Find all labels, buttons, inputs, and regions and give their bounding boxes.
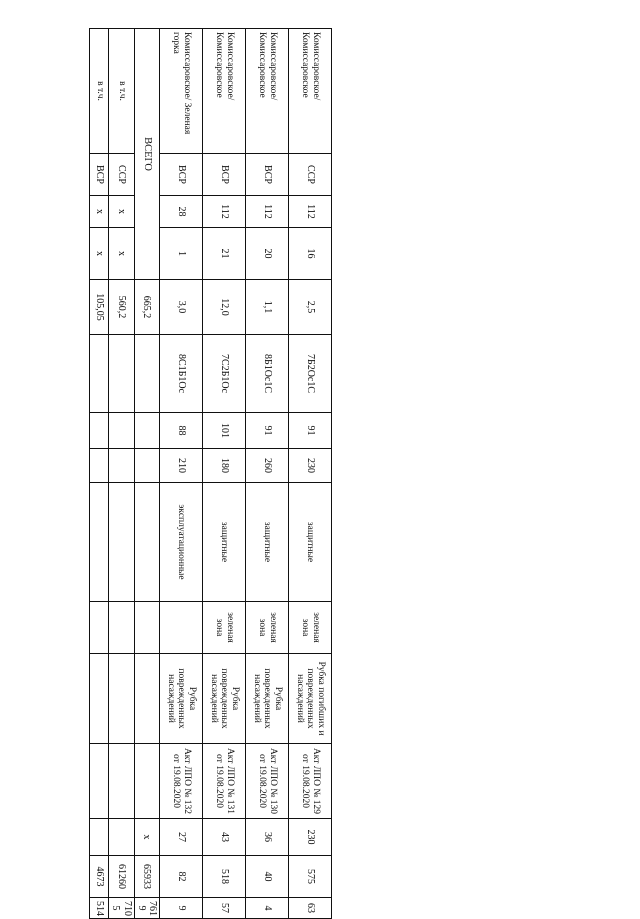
area-cell: 12,0 bbox=[203, 280, 246, 335]
table-row bbox=[246, 29, 289, 919]
subtotal-label: в т.ч. bbox=[90, 29, 109, 154]
total-volume-total-cell: х bbox=[134, 819, 159, 856]
volume-b-cell: 63 bbox=[289, 898, 332, 919]
volume-total-cell: 230 bbox=[289, 819, 332, 856]
subtotal-volume-b-cell: 710 5 bbox=[109, 898, 134, 919]
subtotal-area-cell: 105,05 bbox=[90, 280, 109, 335]
area-cell: 2,5 bbox=[289, 280, 332, 335]
subtotal-label: в т.ч. bbox=[109, 29, 134, 154]
stock-cell: 230 bbox=[289, 449, 332, 483]
zone-cell: зеленая зона bbox=[203, 602, 246, 654]
subtotal-volume-b-cell: 514 bbox=[90, 898, 109, 919]
vydel-cell: 16 bbox=[289, 228, 332, 280]
subtotal-row bbox=[109, 29, 134, 919]
table-row bbox=[160, 29, 203, 919]
felling-type-cell: Рубка поврежденных насаждений bbox=[203, 654, 246, 744]
act-cell: Акт ЛПО № 132 от 19.08.2020 bbox=[160, 744, 203, 819]
subtotal-area-cell: 560,2 bbox=[109, 280, 134, 335]
volume-total-cell: 27 bbox=[160, 819, 203, 856]
subtotal-x-cell: х bbox=[109, 196, 134, 228]
total-label: ВСЕГО bbox=[134, 29, 159, 280]
composition-cell: 8С1Б1Ос bbox=[160, 335, 203, 413]
quarter-cell: 112 bbox=[289, 196, 332, 228]
stock-cell: 260 bbox=[246, 449, 289, 483]
table-row bbox=[203, 29, 246, 919]
subtotal-row bbox=[90, 29, 109, 919]
subtotal-volume-a-cell: 4673 bbox=[90, 856, 109, 898]
volume-b-cell: 4 bbox=[246, 898, 289, 919]
forestry-cell: ВСР bbox=[203, 154, 246, 196]
zone-cell: зеленая зона bbox=[289, 602, 332, 654]
volume-a-cell: 82 bbox=[160, 856, 203, 898]
stock-cell: 180 bbox=[203, 449, 246, 483]
act-cell: Акт ЛПО № 129 от 19.08.2020 bbox=[289, 744, 332, 819]
quarter-cell: 28 bbox=[160, 196, 203, 228]
act-cell: Акт ЛПО № 130 от 19.08.2020 bbox=[246, 744, 289, 819]
age-cell: 91 bbox=[246, 413, 289, 449]
category-cell: защитные bbox=[289, 483, 332, 602]
act-cell: Акт ЛПО № 131 от 19.08.2020 bbox=[203, 744, 246, 819]
subtotal-x-cell: х bbox=[109, 228, 134, 280]
volume-total-cell: 43 bbox=[203, 819, 246, 856]
volume-total-cell: 36 bbox=[246, 819, 289, 856]
zone-cell bbox=[160, 602, 203, 654]
zone-cell: зеленая зона bbox=[246, 602, 289, 654]
subtotal-x-cell: х bbox=[90, 196, 109, 228]
quarter-cell: 112 bbox=[246, 196, 289, 228]
composition-cell: 7Б2Ос1С bbox=[289, 335, 332, 413]
subtotal-volume-a-cell: 61260 bbox=[109, 856, 134, 898]
vydel-cell: 1 bbox=[160, 228, 203, 280]
forestry-cell: ВСР bbox=[160, 154, 203, 196]
age-cell: 91 bbox=[289, 413, 332, 449]
volume-b-cell: 9 bbox=[160, 898, 203, 919]
location-cell: Комиссаровское/ Зеленая горка bbox=[160, 29, 203, 154]
vydel-cell: 20 bbox=[246, 228, 289, 280]
composition-cell: 7С2Б1Ос bbox=[203, 335, 246, 413]
subtotal-forestry-cell: ВСР bbox=[90, 154, 109, 196]
area-cell: 1,1 bbox=[246, 280, 289, 335]
category-cell: эксплуатационные bbox=[160, 483, 203, 602]
felling-type-cell: Рубка поврежденных насаждений bbox=[246, 654, 289, 744]
vydel-cell: 21 bbox=[203, 228, 246, 280]
category-cell: защитные bbox=[246, 483, 289, 602]
location-cell: Комиссаровское/ Комиссаровское bbox=[203, 29, 246, 154]
table-row bbox=[289, 29, 332, 919]
forestry-cell: ССР bbox=[289, 154, 332, 196]
age-cell: 88 bbox=[160, 413, 203, 449]
total-volume-a-cell: 65933 bbox=[134, 856, 159, 898]
subtotal-forestry-cell: ССР bbox=[109, 154, 134, 196]
felling-table bbox=[89, 28, 332, 919]
total-row bbox=[134, 29, 159, 919]
quarter-cell: 112 bbox=[203, 196, 246, 228]
subtotal-x-cell: х bbox=[90, 228, 109, 280]
rotated-table-wrapper bbox=[93, 28, 332, 916]
total-area-cell: 665,2 bbox=[134, 280, 159, 335]
category-cell: защитные bbox=[203, 483, 246, 602]
forestry-cell: ВСР bbox=[246, 154, 289, 196]
volume-a-cell: 575 bbox=[289, 856, 332, 898]
stock-cell: 210 bbox=[160, 449, 203, 483]
location-cell: Комиссаровское/ Комиссаровское bbox=[246, 29, 289, 154]
area-cell: 3,0 bbox=[160, 280, 203, 335]
total-volume-b-cell: 761 9 bbox=[134, 898, 159, 919]
volume-a-cell: 518 bbox=[203, 856, 246, 898]
felling-type-cell: Рубка погибших и поврежденных насаждений bbox=[289, 654, 332, 744]
location-cell: Комиссаровское/ Комиссаровское bbox=[289, 29, 332, 154]
felling-type-cell: Рубка поврежденных насаждений bbox=[160, 654, 203, 744]
volume-a-cell: 40 bbox=[246, 856, 289, 898]
volume-b-cell: 57 bbox=[203, 898, 246, 919]
composition-cell: 8Б1Ос1С bbox=[246, 335, 289, 413]
age-cell: 101 bbox=[203, 413, 246, 449]
